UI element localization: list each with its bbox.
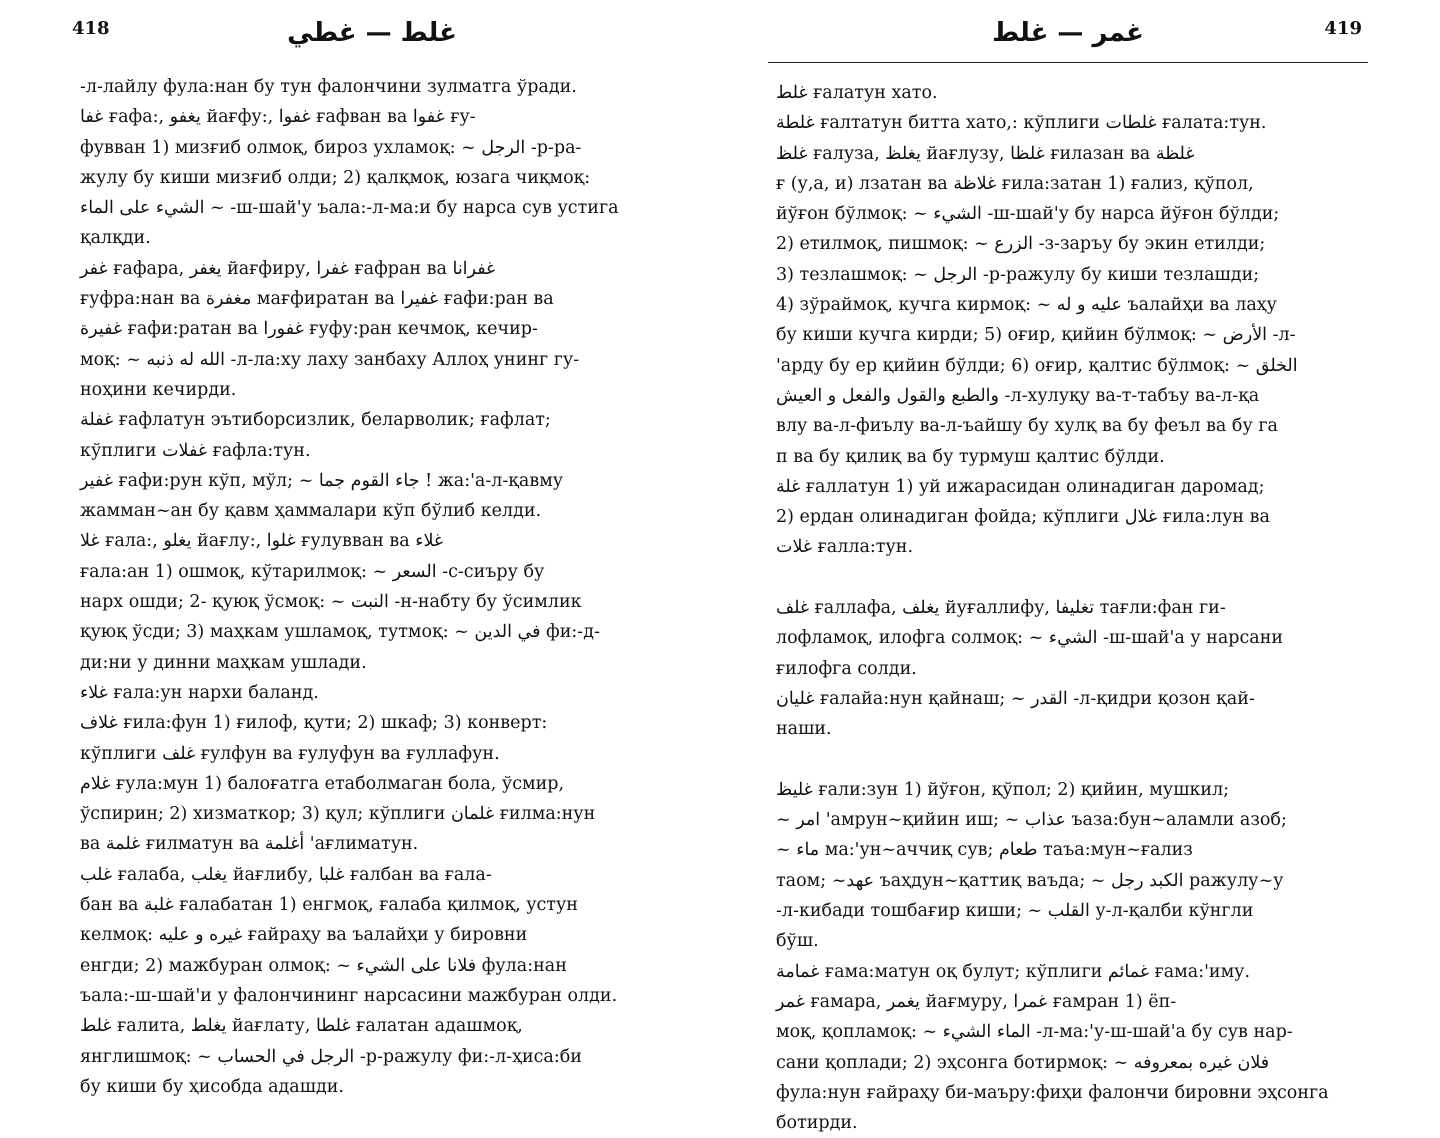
text-line: غلا ғала:, يغلو йағлу:, غلوا ғулувван ва غلاء: [80, 531, 444, 552]
text-line: غلب ғалаба, يغلب йағлибу, غلبا ғалбан ва ғала-: [80, 864, 492, 885]
text-line: янглишмоқ: ~ الرجل في الحساب -р-ражулу фи:-л-ҳиса:би: [80, 1046, 582, 1067]
text-line: غلظ ғалуза, يغلظ йағлузу, غلظا ғилазан ва غلظة: [776, 143, 1195, 164]
text-line: йўғон бўлмоқ: ~ الشيء -ш-шай'у бу нарса йўғон бўлди;: [776, 204, 1280, 225]
text-line: п ва бу қилиқ ва бу турмуш қалтис бўлди.: [776, 446, 1165, 467]
text-line: ўспирин; 2) хизматкор; 3) қул; кўплиги غلمان ғилма:нун: [80, 804, 596, 825]
text-line: ~ ماء ма:'ун~аччиқ сув; طعام таъа:мун~ғализ: [776, 840, 1193, 861]
text-line: жулу бу киши мизғиб олди; 2) қалқмоқ, юзага чиқмоқ:: [80, 167, 591, 188]
text-line: ғ (у,а, и) лзатан ва غلاظة ғила:затан 1) ғализ, қўпол,: [776, 173, 1254, 194]
text-line: غلط ғалатун хато.: [776, 83, 938, 103]
text-line: -л-кибади тошбағир киши; ~ القلب у-л-қалби кўнгли: [776, 901, 1254, 922]
text-line: қалқди.: [80, 228, 151, 249]
text-line: الشيء على الماء ~ -ш-шай'у ъала:-л-ма:и бу нарса сув устига: [80, 198, 619, 219]
text-line: таом; ~عهد ъаҳдун~қаттиқ ваъда; ~ الكبد رجل ражулу~у: [776, 870, 1284, 891]
text-line: кўплиги غلف ғулфун ва ғулуфун ва ғуллафун.: [80, 743, 500, 764]
text-line: бан ва غلبة ғалабатан 1) енгмоқ, ғалаба қилмоқ, устун: [80, 895, 578, 916]
text-line: жамман~ан бу қавм ҳаммалари кўп бўлиб келди.: [80, 501, 542, 522]
text-line: 4) зўраймоқ, кучга кирмоқ: ~ عليه و له ъалайҳи ва лаҳу: [776, 295, 1277, 316]
text-line: қуюқ ўсди; 3) маҳкам ушламоқ, тутмоқ: ~ في الدين фи:-д-: [80, 622, 600, 643]
text-line: ди:ни у динни маҳкам ушлади.: [80, 652, 367, 673]
text-line: ~ امر 'амрун~қийин иш; ~ عذاب ъаза:бун~аламли азоб;: [776, 810, 1287, 831]
text-line: моқ, қопламоқ: ~ الماء الشيء -л-ма:'у-ш-шай'а бу сув нар-: [776, 1022, 1293, 1043]
right-page-header: [768, 0, 1368, 64]
right-body-text: [776, 78, 1368, 1138]
text-line: сани қоплади; 2) эҳсонга ботирмоқ: ~ فلان غيره بمعروفه: [776, 1052, 1270, 1073]
text-line: ва غلمة ғилматун ва أغلمة 'ағлиматун.: [80, 834, 419, 855]
left-page-header: [72, 0, 672, 64]
text-line: غليظ ғали:зун 1) йўғон, қўпол; 2) қийин, мушкил;: [776, 779, 1230, 800]
text-line: 2) ердан олинадиган фойда; кўплиги غلال ғила:лун ва: [776, 507, 1270, 528]
left-page-number: 418: [72, 18, 110, 39]
text-line: келмоқ: غيره و عليه ғайраҳу ва ъалайҳи у бировни: [80, 925, 528, 946]
text-line: бу киши бу ҳисобда адашди.: [80, 1076, 344, 1097]
text-line: ъала:-ш-шай'и у фалончининг нарсасини мажбуран олди.: [80, 985, 618, 1006]
text-line: бу киши кучга кирди; 5) оғир, қийин бўлмоқ: ~ الأرض -л-: [776, 325, 1296, 346]
text-line: غلف ғаллафа, يغلف йуғаллифу, تغليفا тағли:фан ги-: [776, 598, 1226, 619]
text-line: енгди; 2) мажбуран олмоқ: ~ فلانا على الشيء фула:нан: [80, 955, 567, 976]
header-rule: [768, 62, 1368, 63]
text-line: -л-лайлу фула:нан бу тун фалончини зулматга ўради.: [80, 77, 577, 97]
text-line: غفر ғафара, يغفر йағфиру, غفرا ғафран ва غفرانا: [80, 258, 496, 279]
text-line: ғала:ан 1) ошмоқ, кўтарилмоқ: ~ السعر -с-сиъру бу: [80, 561, 545, 582]
text-line: ғуфра:нан ва مغفرة мағфиратан ва غفيرا ғафи:ран ва: [80, 289, 554, 310]
text-line: غمامة ғама:матун оқ булут; кўплиги غمائم ғама:'иму.: [776, 961, 1251, 982]
right-page-number: 419: [1324, 18, 1362, 39]
text-line: غفير ғафи:рун кўп, мўл; ~ جاء القوم جما ! жа:'а-л-қавму: [80, 470, 564, 491]
text-line: غلطة ғалтатун битта хато,: кўплиги غلطات ғалата:тун.: [776, 113, 1267, 134]
text-line: фула:нун ғайраҳу би-маъру:фиҳи фалончи бировни эҳсонга: [776, 1082, 1329, 1103]
text-line: غفلة ғафлатун эътиборсизлик, беларволик; ғафлат;: [80, 410, 551, 431]
right-page: [768, 0, 1368, 1134]
text-line: наши.: [776, 719, 832, 740]
text-line: кўплиги غفلات ғафла:тун.: [80, 440, 311, 461]
text-line: غفيرة ғафи:ратан ва غفورا ғуфу:ран кечмоқ, кечир-: [80, 319, 538, 340]
text-line: ноҳини кечирди.: [80, 379, 237, 400]
text-line: غلاء ғала:ун нархи баланд.: [80, 682, 319, 703]
text-line: غفا ғафа:, يغفو йағфу:, غفوا ғафван ва غفوا ғу-: [80, 107, 476, 128]
text-line: 3) тезлашмоқ: ~ الرجل -р-ражулу бу киши тезлашди;: [776, 264, 1260, 285]
text-line: غلات ғалла:тун.: [776, 537, 914, 558]
text-line: моқ: ~ الله له ذنبه -л-ла:ху лаху занбаху Аллоҳ унинг гу-: [80, 349, 580, 370]
text-line: фувван 1) мизғиб олмоқ, бироз ухламоқ: ~ الرجل -р-ра-: [80, 137, 582, 158]
text-line: бўш.: [776, 931, 819, 952]
text-line: нарх ошди; 2- қуюқ ўсмоқ: ~ النبت -н-набту бу ўсимлик: [80, 592, 582, 613]
text-line: ғилофга солди.: [776, 658, 917, 679]
text-line: [776, 563, 1368, 593]
text-line: غلط ғалита, يغلط йағлату, غلطا ғалатан адашмоқ,: [80, 1016, 523, 1037]
text-line: ботирди.: [776, 1113, 858, 1134]
text-line: влу ва-л-фиълу ва-л-ъайшу бу хулқ ва бу феъл ва бу га: [776, 416, 1278, 437]
text-line: غليان ғалайа:нун қайнаш; ~ القدر -л-қидри қозон қай-: [776, 688, 1255, 709]
text-line: والطبع والقول والفعل و العيش -л-хулуқу ва-т-табъу ва-л-қа: [776, 385, 1260, 406]
text-line: غلام ғула:мун 1) балоғатга етаболмаган бола, ўсмир,: [80, 773, 565, 794]
left-page: [72, 0, 672, 1114]
text-line: [776, 745, 1368, 775]
text-line: лофламоқ, илофга солмоқ: ~ الشيء -ш-шай'а у нарсани: [776, 628, 1284, 649]
text-line: غلاف ғила:фун 1) ғилоф, қути; 2) шкаф; 3) конверт:: [80, 713, 548, 734]
text-line: 2) етилмоқ, пишмоқ: ~ الزرع -з-заръу бу экин етилди;: [776, 234, 1266, 255]
left-body-text: [80, 72, 672, 1102]
text-line: غلة ғаллатун 1) уй ижарасидан олинадиган даромад;: [776, 476, 1265, 497]
left-running-head: غلط — غطي: [287, 18, 457, 48]
text-line: غمر ғамара, يغمر йағмуру, غمرا ғамран 1) ёп-: [776, 991, 1177, 1012]
text-line: 'арду бу ер қийин бўлди; 6) оғир, қалтис бўлмоқ: ~ الخلق: [776, 355, 1298, 376]
right-running-head: غمر — غلط: [992, 18, 1144, 48]
